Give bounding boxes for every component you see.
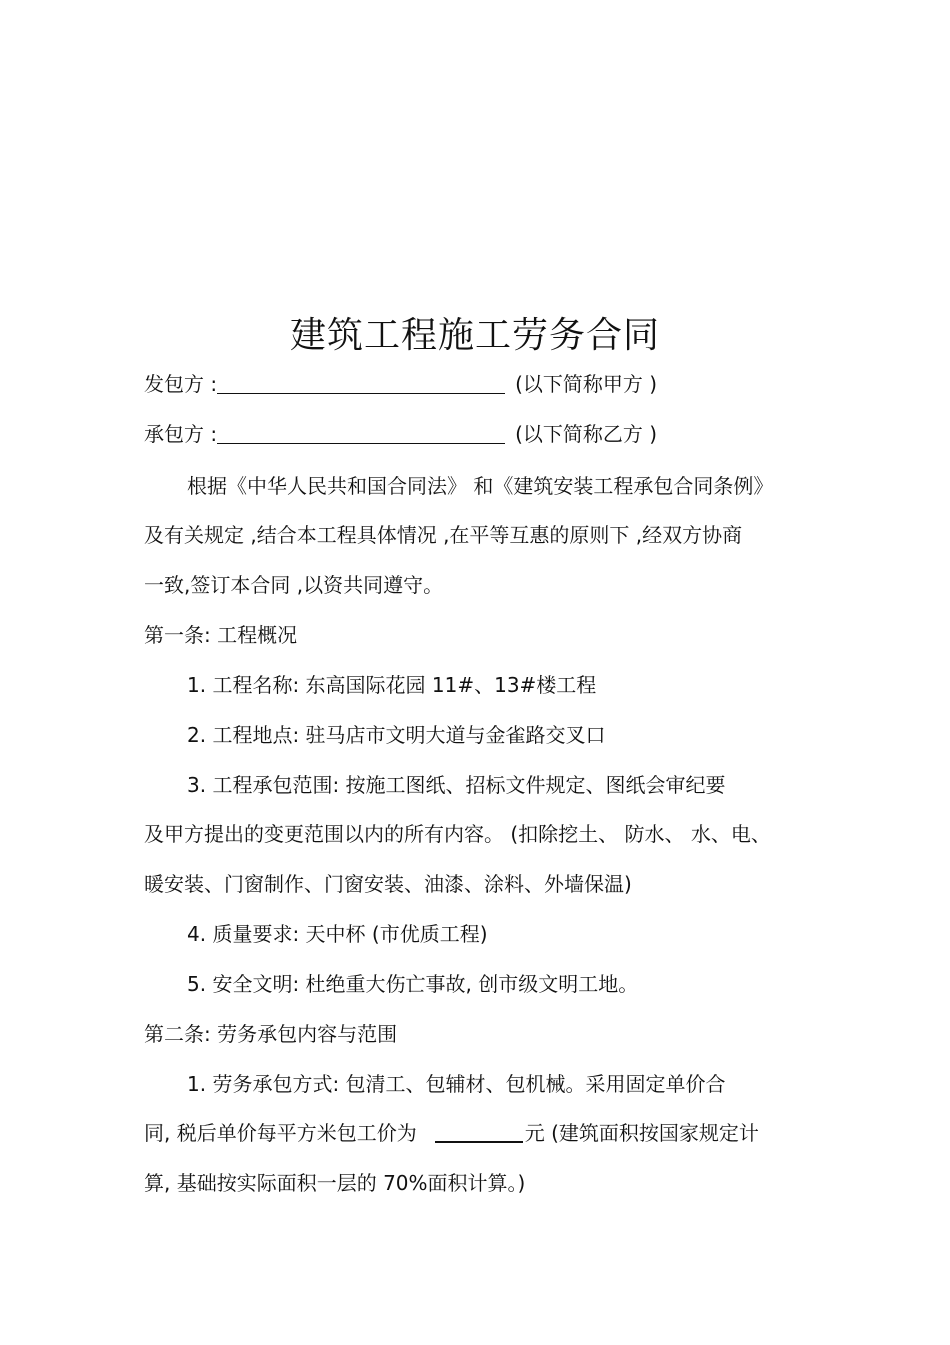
party-a-blank-field[interactable] <box>217 373 505 394</box>
party-a-suffix: (以下简称甲方 ) <box>515 372 658 396</box>
article-1-item-3-line-1: 3. 工程承包范围: 按施工图纸、招标文件规定、图纸会审纪要 <box>187 773 726 797</box>
party-a-label: 发包方 : <box>144 372 218 396</box>
unit-price-suffix: 元 (建筑面积按国家规定计 <box>524 1121 759 1145</box>
preamble-line-3: 一致,签订本合同 ,以资共同遵守。 <box>144 573 444 597</box>
document-title: 建筑工程施工劳务合同 <box>289 315 660 356</box>
article-2-item-1-line-2 <box>144 1119 759 1147</box>
article-1-item-3-line-3: 暖安装、门窗制作、门窗安装、油漆、涂料、外墙保温) <box>144 872 632 896</box>
article-1-item-4: 4. 质量要求: 天中杯 (市优质工程) <box>187 922 488 946</box>
article-1-item-5: 5. 安全文明: 杜绝重大伤亡事故, 创市级文明工地。 <box>187 972 639 996</box>
article-1-item-3-line-2: 及甲方提出的变更范围以内的所有内容。 (扣除挖土、 防水、 水、电、 <box>144 822 771 846</box>
party-b-line <box>144 420 657 448</box>
article-1-item-1: 1. 工程名称: 东高国际花园 11#、13#楼工程 <box>187 673 597 697</box>
unit-price-prefix: 同, 税后单价每平方米包工价为 <box>144 1121 417 1145</box>
article-1-item-2: 2. 工程地点: 驻马店市文明大道与金雀路交叉口 <box>187 723 606 747</box>
article-2-item-1-line-1: 1. 劳务承包方式: 包清工、包辅材、包机械。采用固定单价合 <box>187 1072 726 1096</box>
party-b-suffix: (以下简称乙方 ) <box>515 422 658 446</box>
party-a-line <box>144 370 657 398</box>
article-1-heading: 第一条: 工程概况 <box>144 623 298 647</box>
unit-price-blank-field[interactable] <box>435 1121 523 1143</box>
preamble-line-2: 及有关规定 ,结合本工程具体情况 ,在平等互惠的原则下 ,经双方协商 <box>144 523 743 547</box>
preamble-line-1: 根据《中华人民共和国合同法》 和《建筑安装工程承包合同条例》 <box>187 474 774 498</box>
party-b-blank-field[interactable] <box>217 423 505 444</box>
article-2-heading: 第二条: 劳务承包内容与范围 <box>144 1022 398 1046</box>
article-2-item-1-line-3: 算, 基础按实际面积一层的 70%面积计算。) <box>144 1171 526 1195</box>
party-b-label: 承包方 : <box>144 422 218 446</box>
